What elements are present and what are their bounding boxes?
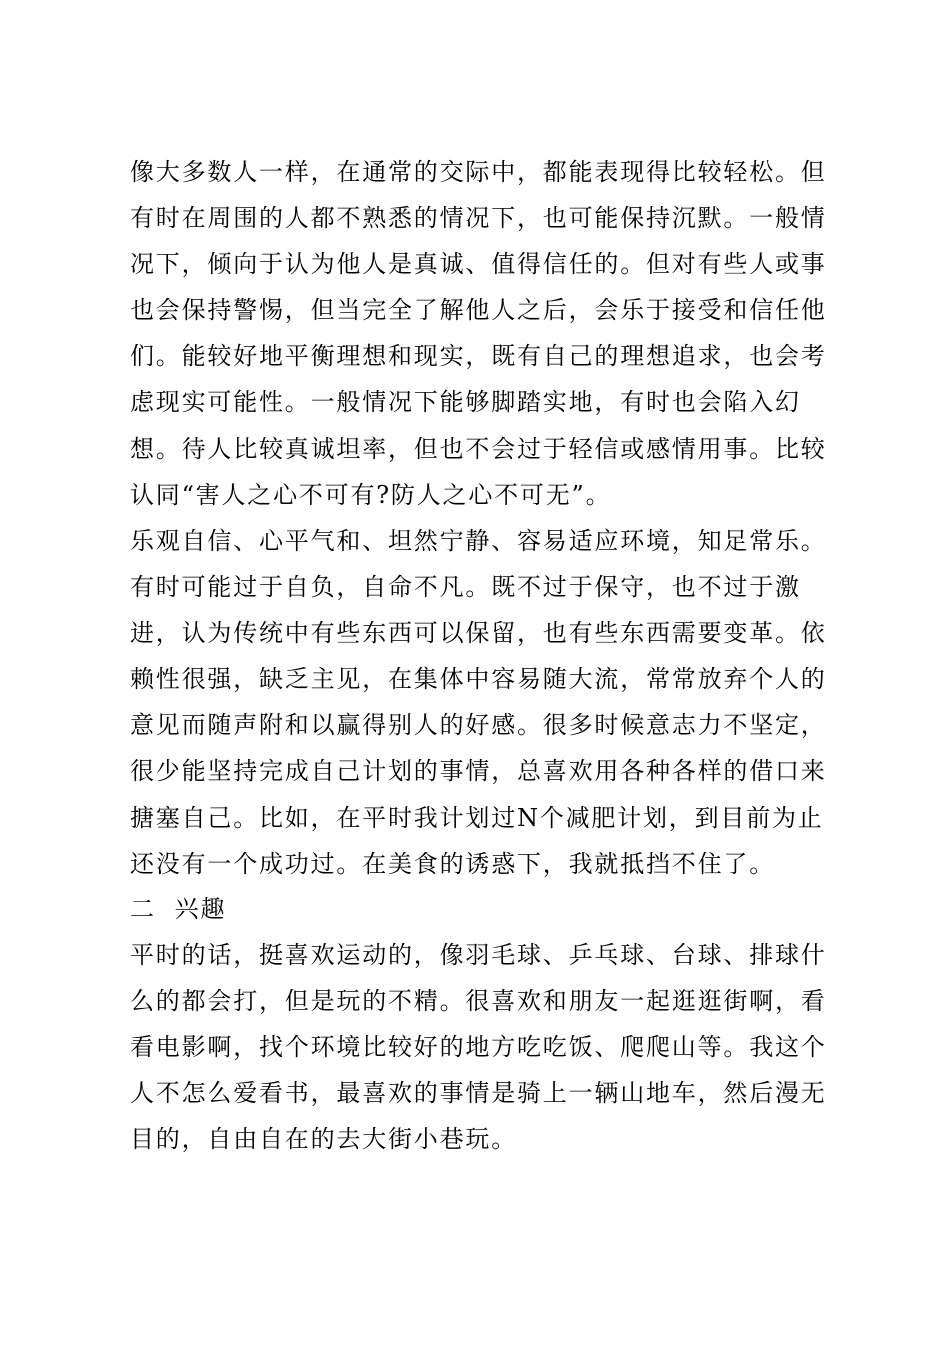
text-line: 人不怎么爱看书，最喜欢的事情是骑上一辆山地车，然后漫无 (130, 1079, 827, 1108)
text-line: 们。能较好地平衡理想和现实，既有自己的理想追求，也会考 (130, 342, 827, 371)
text-line: 么的都会打，但是玩的不精。很喜欢和朋友一起逛逛街啊，看 (130, 987, 827, 1016)
text-line: 像大多数人一样，在通常的交际中，都能表现得比较轻松。但 (130, 158, 827, 186)
text-line: 认同“害人之心不可有?防人之心不可无”。 (130, 480, 612, 509)
text-line: 有时在周围的人都不熟悉的情况下，也可能保持沉默。一般情 (130, 204, 827, 233)
section-heading: 二 兴趣 (130, 895, 227, 923)
personality-paragraph-2 (130, 518, 830, 887)
personality-paragraph-1 (130, 149, 830, 518)
text-line: 况下，倾向于认为他人是真诚、值得信任的。但对有些人或事 (130, 250, 827, 279)
text-line: 意见而随声附和以赢得别人的好感。很多时候意志力不坚定， (130, 711, 827, 740)
text-line: 目的，自由自在的去大街小巷玩。 (130, 1125, 517, 1154)
text-line: 想。待人比较真诚坦率，但也不会过于轻信或感情用事。比较 (130, 434, 827, 463)
text-line: 乐观自信、心平气和、坦然宁静、容易适应环境，知足常乐。 (130, 527, 827, 555)
text-line: 看电影啊，找个环境比较好的地方吃吃饭、爬爬山等。我这个 (130, 1033, 827, 1062)
text-line: 赖性很强，缺乏主见，在集体中容易随大流，常常放弃个人的 (130, 665, 827, 694)
section-heading-block (130, 886, 830, 932)
text-line: 搪塞自己。比如，在平时我计划过N个减肥计划，到目前为止 (130, 803, 824, 832)
text-line: 进，认为传统中有些东西可以保留，也有些东西需要变革。依 (130, 619, 827, 648)
hobbies-paragraph (130, 932, 830, 1162)
text-line: 平时的话，挺喜欢运动的，像羽毛球、乒乓球、台球、排球什 (130, 941, 827, 969)
text-line: 虑现实可能性。一般情况下能够脚踏实地，有时也会陷入幻 (130, 388, 801, 417)
text-line: 还没有一个成功过。在美食的诱惑下，我就抵挡不住了。 (130, 849, 775, 878)
text-line: 也会保持警惕，但当完全了解他人之后，会乐于接受和信任他 (130, 296, 827, 325)
text-line: 有时可能过于自负，自命不凡。既不过于保守，也不过于激 (130, 573, 801, 602)
text-line: 很少能坚持完成自己计划的事情，总喜欢用各种各样的借口来 (130, 757, 827, 786)
